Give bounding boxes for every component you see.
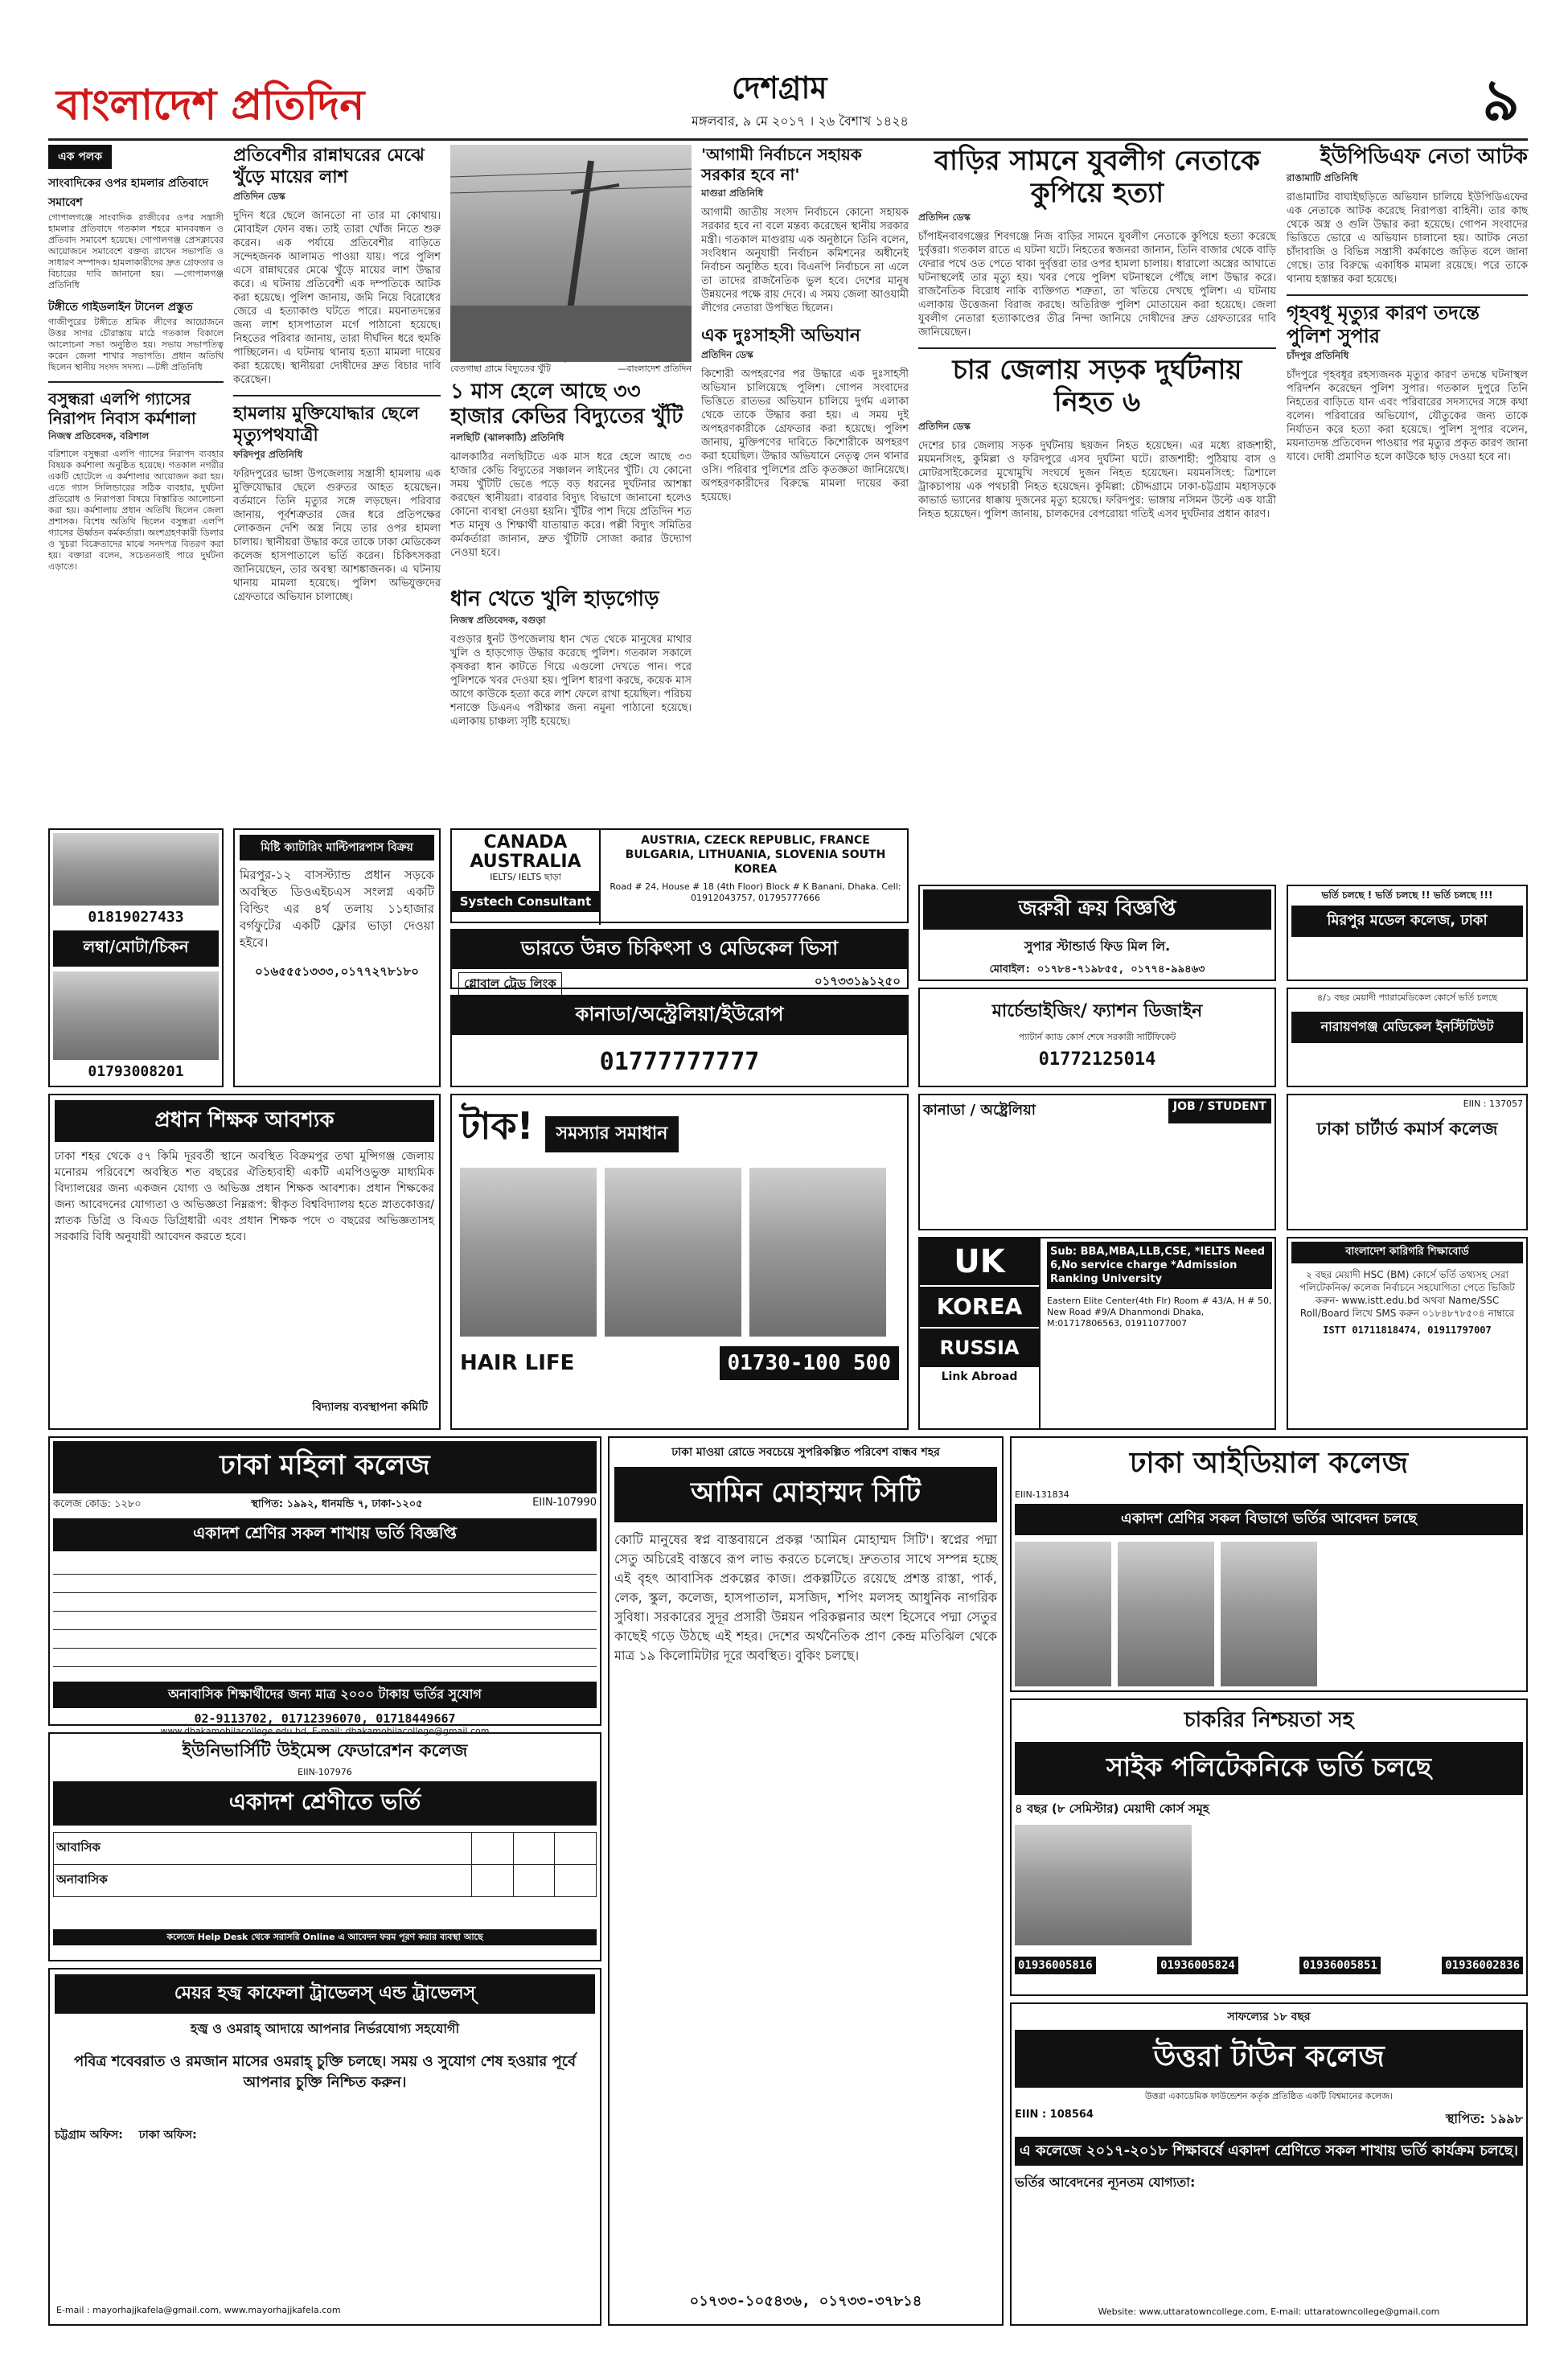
ad-lomba-title: লম্বা/মোটা/চিকন	[53, 930, 219, 967]
ad-ideal-name: ঢাকা আইডিয়াল কলেজ	[1129, 1446, 1409, 1480]
ad-amin-city[interactable]	[608, 1436, 1004, 2326]
ad-mohila-eiin: EIIN-107990	[532, 1497, 597, 1509]
ad-hajj-body: পবিত্র শবেবরাত ও রমজান মাসের ওমরাহ্‌ চুক্তি চলছে। সময় ও সুযোগ শেষ হওয়ার পূর্বে আপনার চুক্তি নিশ্চিত করুন।	[74, 2053, 576, 2091]
ad-hair-photo-3	[749, 1168, 886, 1337]
ad-systech-name: Systech Consultant	[452, 891, 599, 912]
ad-ideal-photo-1	[1015, 1542, 1111, 1686]
ad-chartered-commerce[interactable]	[1287, 1094, 1528, 1230]
ad-unfc[interactable]	[48, 1732, 601, 1961]
ad-lomba[interactable]	[48, 828, 224, 1087]
updf-body: রাঙামাটির বাঘাইছড়িতে অভিযান চালিয়ে ইউপিডিএফের এক নেতাকে আটক করেছে নিরাপত্তা বাহিনী। তার কাছ থেকে অস্ত্র ও গুলি উদ্ধার করা হয়েছে। গোপন সংবাদের ভিত্তিতে ভোরে এ অভিযান চালানো হয়। আটক নেতা চাঁদাবাজি ও বিভিন্ন সন্ত্রাসী কর্মকাণ্ডে জড়িত বলে জানা গেছে। তার বিরুদ্ধে একাধিক মামলা রয়েছে। পরে তাকে থানায় হস্তান্তর করা হয়েছে।	[1287, 191, 1528, 285]
housewife-byline: চাঁদপুর প্রতিনিধি	[1287, 350, 1349, 361]
column-3	[450, 145, 692, 579]
ad-narayanganj-name: নারায়ণগঞ্জ মেডিকেল ইনস্টিটিউট	[1291, 1012, 1523, 1043]
column-4	[701, 145, 909, 822]
ad-global-name: গ্লোবাল ট্রেড লিংক	[458, 972, 562, 997]
ad-dhaka-ideal[interactable]	[1010, 1436, 1528, 1692]
ad-unfc-row-nonresidential: অনাবাসিক	[54, 1865, 472, 1897]
mother-body-text: দুদিন ধরে ছেলে জানতো না তার মা কোথায়। মোবাইল ফোন বন্ধ। তাই তারা খোঁজ নিতে শুরু করেন। এক পর্যায়ে প্রতিবেশীর বাড়িতে সন্দেহজনক আলামত পাওয়া যায়। পরে পুলিশ এসে রান্নাঘরের মেঝে খুঁড়ে মায়ের লাশ উদ্ধার করে। এ ঘটনায় প্রতিবেশী এক দম্পতিকে আটক করা হয়েছে। পুলিশ জানায়, জমি নিয়ে বিরোধের জেরে এ হত্যাকাণ্ড ঘটতে পারে। ময়নাতদন্তের জন্য লাশ হাসপাতাল মর্গে পাঠানো হয়েছে। নিহতের পরিবার জানায়, তারা দীর্ঘদিন ধরে হুমকি পাচ্ছিলেন। এ ঘটনায় থানায় হত্যা মামলা দায়ের করা হয়েছে। স্থানীয়রা দোষীদের দ্রুত বিচার দাবি করেছেন।	[233, 210, 441, 386]
ad-unfc-table	[53, 1832, 597, 1897]
ad-hair-photo-2	[605, 1168, 741, 1337]
ad-chartered-eiin: EIIN : 137057	[1463, 1099, 1523, 1109]
bones-byline: নিজস্ব প্রতিবেদক, বগুড়া	[450, 614, 546, 626]
brief-1-body: গোপালগঞ্জে সাংবাদিক রাজীবের ওপর সন্ত্রাসী হামলার প্রতিবাদে গতকাল শহরে মানববন্ধন ও প্রতিবাদ সমাবেশ হয়েছে। গোপালগঞ্জ প্রেসক্লাবের আয়োজনে সমাবেশে বক্তব্য রাখেন সভাপতি ও সাধারণ সম্পাদক। হামলাকারীদের দ্রুত গ্রেফতার ও বিচারের দাবি জানানো হয়। —গোপালগঞ্জ প্রতিনিধি	[48, 212, 224, 290]
bashundhara-headline: বসুন্ধরা এলপি গ্যাসের নিরাপদ নিবাস কর্মশালা	[48, 389, 196, 428]
ad-mohila-footer: অনাবাসিক শিক্ষার্থীদের জন্য মাত্র ২০০০ টাকায় ভর্তির সুযোগ	[53, 1682, 597, 1708]
photo-credit: —বাংলাদেশ প্রতিদিন	[618, 363, 692, 374]
ad-canada-title: CANADA AUSTRALIA	[470, 832, 581, 872]
ad-mirpur-college[interactable]	[1287, 885, 1528, 981]
electric-pole-icon	[450, 145, 692, 362]
ad-uttara-years: সাফল্যের ১৮ বছর	[1227, 2011, 1311, 2023]
electric-pole-photo	[450, 145, 692, 362]
ad-canada-sub: IELTS/ IELTS ছাড়া	[490, 872, 561, 882]
ad-uk-sub: Sub: BBA,MBA,LLB,CSE, *IELTS Need 6,No service charge *Admission Ranking University	[1047, 1242, 1272, 1289]
election-byline: মাগুরা প্রতিনিধি	[701, 187, 764, 199]
daring-raid-body: কিশোরী অপহরণের পর উদ্ধারে এক দুঃসাহসী অভিযান চালিয়েছে পুলিশ। গোপন সংবাদের ভিত্তিতে রাতভর অভিযান চালিয়ে দুর্গম এলাকা থেকে তাকে উদ্ধার করা হয়। এ সময় দুই অপহরণকারীকে গ্রেফতার করা হয়েছে। পুলিশ জানায়, মুক্তিপণের দাবিতে কিশোরীকে অপহরণ করা হয়েছিল। উদ্ধার অভিযানে নেতৃত্ব দেন থানার ওসি। পরিবার পুলিশের প্রতি কৃতজ্ঞতা জানিয়েছে। অপহরণকারীদের বিরুদ্ধে মামলা দায়ের করা হয়েছে।	[701, 368, 909, 503]
ad-headmaster-footer: বিদ্যালয় ব্যবস্থাপনা কমিটি	[312, 1401, 428, 1414]
ad-saic-photo	[1015, 1825, 1192, 1945]
ad-unfc-admission: একাদশ শ্রেণীতে ভর্তি	[53, 1781, 597, 1826]
ad-lomba-photo	[53, 833, 219, 906]
ad-canada-europe[interactable]	[450, 995, 909, 1087]
section-title: দেশগ্রাম	[732, 69, 827, 105]
ad-fashion-sub: প্যাটার্ন ক্যাড কোর্স শেষে সরকারী সার্টিফিকেট	[1018, 1032, 1176, 1042]
ad-link-abroad: Link Abroad	[941, 1370, 1018, 1383]
ad-jaruri-phone[interactable]: মোবাইল: ০১৭৮৪-৭১৯৮৫৫, ০১৭৭৪-৯৯৪৬৩	[989, 963, 1205, 975]
bashundhara-body: বরিশালে বসুন্ধরা এলপি গ্যাসের নিরাপদ ব্যবহার বিষয়ক কর্মশালা অনুষ্ঠিত হয়েছে। গতকাল নগরীর একটি হোটেলে এ কর্মশালার আয়োজন করা হয়। এতে গ্যাস সিলিন্ডারের সঠিক ব্যবহার, দুর্ঘটনা প্রতিরোধ ও নিরাপত্তা বিষয়ে বিস্তারিত আলোচনা করা হয়। কর্মশালায় প্রধান অতিথি ছিলেন জেলা প্রশাসক। বিশেষ অতিথি ছিলেন বসুন্ধরা এলপি গ্যাসের ঊর্ধ্বতন কর্মকর্তারা। অংশগ্রহণকারী ডিলার ও খুচরা বিক্রেতাদের মাঝে সনদপত্র বিতরণ করা হয়। বক্তারা বলেন, সচেতনতাই পারে দুর্ঘটনা এড়াতে।	[48, 449, 224, 572]
ad-ideal-photo-2	[1118, 1542, 1214, 1686]
ad-hair-life[interactable]	[450, 1094, 909, 1430]
ad-uk-address: Eastern Elite Center(4th Flr) Room # 43/A, H # 50, New Road #9/A Dhanmondi Dhaka, M:01717806563, 01911077007	[1047, 1296, 1272, 1329]
ad-mohila-est: স্থাপিত: ১৯৯২, ধানমন্ডি ৭, ঢাকা-১২০৫	[251, 1498, 423, 1510]
ad-india-medical[interactable]	[450, 929, 909, 989]
ad-jaruri-title: জরুরী ক্রয় বিজ্ঞপ্তি	[923, 889, 1271, 930]
ad-mohila-code: কলেজ কোড: ১২৮০	[53, 1498, 142, 1510]
mother-body-byline: প্রতিদিন ডেস্ক	[233, 191, 285, 202]
ad-headmaster-body: ঢাকা শহর থেকে ৫৭ কিমি দূরবর্তী স্থানে অবস্থিত বিক্রমপুর তথা মুন্সিগঞ্জ জেলায় মনোরম পরিবেশে অবস্থিত শত বছরের ঐতিহ্যবাহী একটি এমপিওভুক্ত মাধ্যমিক বিদ্যালয়ের জন্য একজন যোগ্য ও অভিজ্ঞ প্রধান শিক্ষক আবশ্যক। প্রধান শিক্ষকের জন্য আবেদনের যোগ্যতা ও অভিজ্ঞতা নিম্নরূপ: স্বীকৃত বিশ্ববিদ্যালয় হতে স্নাতকোত্তর/স্নাতক ডিগ্রি ও বিএড ডিগ্রিধারী এবং প্রধান শিক্ষক পদে ৩ বছরের অভিজ্ঞতাসহ সরকারি বিধি অনুযায়ী আবেদন করতে হবে।	[55, 1150, 434, 1243]
ad-narayanganj[interactable]	[1287, 988, 1528, 1087]
ad-mirpur-name: মিরপুর মডেল কলেজ, ঢাকা	[1291, 906, 1523, 937]
ad-uk-korea[interactable]	[918, 1237, 1276, 1430]
issue-date: মঙ্গলবার, ৯ মে ২০১৭ । ২৬ বৈশাখ ১৪২৪	[692, 113, 909, 129]
ad-uttara-web[interactable]: Website: www.uttaratowncollege.com, E-mail: uttaratowncollege@gmail.com	[1098, 2306, 1440, 2317]
road-accident-byline: প্রতিদিন ডেস্ক	[918, 421, 971, 432]
jubo-league-byline: প্রতিদিন ডেস্ক	[918, 212, 971, 223]
ad-korea: KOREA	[920, 1287, 1039, 1327]
ad-unfc-name: ইউনিভার্সিটি উইমেন্স ফেডারেশন কলেজ	[182, 1741, 468, 1761]
ad-canada2-phone[interactable]: 01777777777	[599, 1048, 760, 1076]
updf-headline: ইউপিডিএফ নেতা আটক	[1320, 145, 1528, 169]
ad-mirpur-banner: ভর্তি চলছে ! ভর্তি চলছে !! ভর্তি চলছে !!!	[1321, 889, 1493, 901]
ad-amin-body: কোটি মানুষের স্বপ্ন বাস্তবায়নে প্রকল্প 'আমিন মোহাম্মদ সিটি'। স্বপ্নের পদ্মা সেতু অচিরেই বাস্তবে রূপ লাভ করতে চলেছে। দ্রুততার সাথে সম্পন্ন হচ্ছে এই বৃহৎ আবাসিক প্রকল্পের কাজ। প্রকল্পটিতে রয়েছে প্রশস্ত রাস্তা, পার্ক, লেক, স্কুল, কলেজ, হাসপাতাল, মসজিদ, শপিং মলসহ আধুনিক নাগরিক সুবিধা। সরকারের সুদূর প্রসারী উন্নয়ন পরিকল্পনার অংশ হিসেবে পদ্মা সেতুর কাছেই গড়ে উঠছে এই শহর। দেশের অর্থনৈতিক প্রাণ কেন্দ্র মতিঝিল থেকে মাত্র ১৯ কিলোমিটার দূরে অবস্থিত। বুকিং চলছে।	[614, 1532, 997, 1663]
ad-hair-photo-1	[460, 1168, 597, 1337]
ad-uk: UK	[920, 1238, 1039, 1285]
freedom-fighter-byline: ফরিদপুর প্রতিনিধি	[233, 449, 303, 460]
ad-unfc-help: কলেজে Help Desk থেকে সরাসরি Online এ আবেদন ফরম পূরণ করার ব্যবস্থা আছে	[53, 1929, 597, 1945]
photo-caption: বেতগাছা গ্রামে বিদ্যুতের খুঁটি	[450, 363, 551, 374]
ad-shop-body: মিরপুর-১২ বাসস্ট্যান্ড প্রধান সড়কে অবস্থিত ডিওএইচএস সংলগ্ন একটি বিল্ডিং এর ৪র্থ তলায় ১১হাজার বর্গফুটের একটি ফ্লোর ভাড়া দেওয়া হইবে।	[240, 868, 434, 950]
ad-saic-phone-3[interactable]: 01936005851	[1299, 1957, 1381, 1974]
ad-saic-course: ৪ বছর (৮ সেমিস্টার) মেয়াদী কোর্স সমূহ	[1015, 1801, 1209, 1816]
brief-2-title: টঙ্গীতে গাইডলাইন টানেল প্রস্তুত	[48, 301, 193, 314]
ad-unfc-row-residential: আবাসিক	[54, 1833, 472, 1865]
column-5	[918, 145, 1276, 822]
ad-headmaster-title: প্রধান শিক্ষক আবশ্যক	[55, 1100, 434, 1142]
ad-tak-title: টাক!	[460, 1104, 534, 1148]
ad-ideal-photo-3	[1221, 1542, 1317, 1686]
ad-uttara-req: ভর্তির আবেদনের ন্যূনতম যোগ্যতা:	[1015, 2175, 1196, 2190]
ad-lomba-photo-2	[53, 971, 219, 1060]
ad-istt[interactable]	[1287, 1237, 1528, 1430]
ad-shop-title: মিষ্টি ক্যাটারিং মাল্টিপারপাস বিক্রয়	[240, 835, 434, 860]
ad-istt-phone[interactable]: ISTT 01711818474, 01911797007	[1323, 1325, 1492, 1336]
ad-amin-intro: ঢাকা মাওয়া রোডে সবচেয়ে সুপরিকল্পিত পরিবেশ বান্ধব শহর	[671, 1446, 940, 1459]
ad-uttara-eiin: EIIN : 108564	[1015, 2109, 1094, 2121]
ad-job-label: JOB / STUDENT	[1168, 1099, 1271, 1123]
ad-canada-countries: AUSTRIA, CZECK REPUBLIC, FRANCE BULGARIA, LITHUANIA, SLOVENIA SOUTH KOREA	[625, 834, 886, 876]
ad-hajj-web[interactable]: E-mail : mayorhajjkafela@gmail.com, www.mayorhajjkafela.com	[56, 2305, 341, 2315]
ad-uttara-body: এ কলেজে ২০১৭-২০১৮ শিক্ষাবর্ষে একাদশ শ্রেণিতে সকল শাখায় ভর্তি কার্যক্রম চলছে।	[1015, 2137, 1523, 2166]
ad-canada-systech[interactable]	[450, 828, 909, 923]
ad-lomba-phone[interactable]: 01819027433	[88, 909, 184, 926]
bones-body: বগুড়ার ধুনট উপজেলায় ধান খেত থেকে মানুষের মাথার খুলি ও হাড়গোড় উদ্ধার করেছে পুলিশ। গতকাল সকালে কৃষকরা ধান কাটতে গিয়ে এগুলো দেখতে পান। পরে পুলিশকে খবর দেওয়া হয়। পুলিশ ধারণা করছে, কয়েক মাস আগে কাউকে হত্যা করে লাশ ফেলে রাখা হয়েছিল। পরিচয় শনাক্তে ডিএনএ পরীক্ষার জন্য নমুনা পাঠানো হয়েছে। এলাকায় চাঞ্চল্য সৃষ্টি হয়েছে।	[450, 634, 692, 728]
ad-headmaster[interactable]	[48, 1094, 441, 1430]
road-accident-headline: চার জেলায় সড়ক দুর্ঘটনায় নিহত ৬	[952, 354, 1242, 418]
ad-dhaka-mohila[interactable]	[48, 1436, 601, 1736]
ad-saic-name: সাইক পলিটেকনিকে ভর্তি চলছে	[1015, 1742, 1523, 1795]
ad-saic[interactable]	[1010, 1698, 1528, 1996]
housewife-body: চাঁদপুরে গৃহবধূর রহস্যজনক মৃত্যুর কারণ তদন্তে ঘটনাস্থল পরিদর্শন করেছেন পুলিশ সুপার। গতকাল দুপুরে তিনি নিহতের বাড়িতে যান এবং পরিবারের সদস্যদের সঙ্গে কথা বলেন। পরিবারের অভিযোগ, যৌতুকের জন্য তাকে নির্যাতন করে হত্যা করা হয়েছে। পুলিশ সুপার বলেন, ময়নাতদন্ত প্রতিবেদন পাওয়ার পর মৃত্যুর প্রকৃত কারণ জানা যাবে। দোষী প্রমাণিত হলে কাউকে ছাড় দেওয়া হবে না।	[1287, 369, 1528, 463]
ad-jaruri[interactable]	[918, 885, 1276, 981]
brief-1-title: সাংবাদিকের ওপর হামলার প্রতিবাদে সমাবেশ	[48, 177, 208, 209]
ad-istt-body: ২ বছর মেয়াদী HSC (BM) কোর্সে ভর্তি তথ্যসহ সেরা পলিটেকনিক/ কলেজ নির্বাচনে সহযোগিতা পেতে ভিজিট করুন- www.istt.edu.bd অথবা Name/SSC Roll/Board লিখে SMS করুন ০১৮৪৮৭৮৫০৪ নাম্বারে	[1299, 1269, 1515, 1319]
ad-saic-top: চাকরির নিশ্চয়তা সহ	[1184, 1708, 1354, 1732]
bones-story	[450, 587, 692, 822]
newspaper-logo: বাংলাদেশ প্রতিদিন	[56, 80, 365, 129]
ad-chartered-name: ঢাকা চার্টার্ড কমার্স কলেজ	[1316, 1119, 1498, 1140]
freedom-fighter-body: ফরিদপুরের ভাঙ্গা উপজেলায় সন্ত্রাসী হামলায় এক মুক্তিযোদ্ধার ছেলে গুরুতর আহত হয়েছেন। বর্তমানে তিনি মৃত্যুর সঙ্গে লড়ছেন। পরিবার জানায়, পূর্বশত্রুতার জের ধরে প্রতিপক্ষের লোকজন দেশি অস্ত্র নিয়ে তার ওপর হামলা চালায়। স্থানীয়রা উদ্ধার করে তাকে ঢাকা মেডিকেল কলেজ হাসপাতালে ভর্তি করেন। চিকিৎসকরা জানিয়েছেন, তার অবস্থা আশঙ্কাজনক। এ ঘটনায় থানায় মামলা হয়েছে। পুলিশ অভিযুক্তদের গ্রেফতারে অভিযান চালাচ্ছে।	[233, 468, 441, 603]
ad-canada-job[interactable]	[918, 1094, 1276, 1230]
ad-ideal-admission: একাদশ শ্রেণির সকল বিভাগে ভর্তির আবেদন চলছে	[1015, 1504, 1523, 1535]
ad-hairlife-name: HAIR LIFE	[460, 1351, 575, 1375]
jubo-league-headline: বাড়ির সামনে যুবলীগ নেতাকে কুপিয়ে হত্যা	[934, 145, 1260, 209]
election-quote-headline: 'আগামী নির্বাচনে সহায়ক সরকার হবে না'	[701, 145, 862, 184]
mother-body-headline: প্রতিবেশীর রান্নাঘরের মেঝে খুঁড়ে মায়ের লাশ	[233, 145, 425, 187]
ad-hajj-sub: হজ্ব ও ওমরাহ্‌ আদায়ে আপনার নির্ভরযোগ্য সহযোগী	[190, 2021, 460, 2036]
ad-canada3-title: কানাডা / অষ্ট্রেলিয়া	[923, 1102, 1036, 1119]
ad-russia: RUSSIA	[920, 1329, 1039, 1367]
jubo-league-body: চাঁপাইনবাবগঞ্জের শিবগঞ্জে নিজ বাড়ির সামনে যুবলীগ নেতাকে কুপিয়ে হত্যা করেছে দুর্বৃত্তরা। গতকাল রাতে এ ঘটনা ঘটে। নিহতের স্বজনরা জানান, তিনি বাজার থেকে বাড়ি ফেরার পথে ওত পেতে থাকা দুর্বৃত্তরা তার ওপর হামলা চালায়। ধারালো অস্ত্রের আঘাতে ঘটনাস্থলেই তার মৃত্যু হয়। খবর পেয়ে পুলিশ ঘটনাস্থলে পৌঁছে লাশ উদ্ধার করে। রাজনৈতিক বিরোধ নাকি ব্যক্তিগত শত্রুতা, তা খতিয়ে দেখছে পুলিশ। এ ঘটনায় এলাকায় উত্তেজনা বিরাজ করছে। অতিরিক্ত পুলিশ মোতায়েন করা হয়েছে। জেলা যুবলীগ নেতারা হত্যাকাণ্ডের তীব্র নিন্দা জানিয়ে দোষীদের দ্রুত গ্রেফতারের দাবি জানিয়েছেন।	[918, 231, 1276, 339]
ad-fashion[interactable]	[918, 988, 1276, 1087]
ad-tak-sub: সমস্যার সমাধান	[545, 1116, 679, 1152]
ad-narayanganj-sub: ৪/১ বছর মেয়াদী প্যারামেডিকেল কোর্সে ভর্তি চলছে	[1317, 992, 1497, 1003]
ad-aift-phone[interactable]: 01772125014	[1038, 1049, 1156, 1070]
ad-mohila-admission: একাদশ শ্রেণির সকল শাখায় ভর্তি বিজ্ঞপ্তি	[53, 1518, 597, 1551]
electric-pole-headline: ১ মাস হেলে আছে ৩৩ হাজার কেভির বিদ্যুতের খুঁটি	[450, 380, 683, 429]
ad-hajj-ctg-office: চট্টগ্রাম অফিস:	[55, 2129, 123, 2142]
ad-uttara-name: উত্তরা টাউন কলেজ	[1015, 2030, 1523, 2088]
bones-headline: ধান খেতে খুলি হাড়গোড়	[450, 587, 659, 611]
column-1	[48, 145, 224, 822]
ad-mohila-web[interactable]: www.dhakamohilacollege.edu.bd, E-mail: dhakamohilacollege@gmail.com	[160, 1726, 490, 1736]
daring-raid-byline: প্রতিদিন ডেস্ক	[701, 349, 753, 360]
ad-saic-phone-4[interactable]: 01936002836	[1442, 1957, 1523, 1974]
ad-saic-phone-1[interactable]: 01936005816	[1015, 1957, 1096, 1974]
ad-unfc-eiin: EIIN-107976	[298, 1767, 352, 1777]
ad-mohila-name: ঢাকা মহিলা কলেজ	[53, 1441, 597, 1493]
ad-mohila-info-table	[53, 1556, 597, 1677]
page-number: ৯	[1482, 65, 1520, 133]
column-6	[1287, 145, 1528, 822]
electric-pole-byline: নলছিটি (ঝালকাঠি) প্রতিনিধি	[450, 432, 564, 443]
freedom-fighter-headline: হামলায় মুক্তিযোদ্ধার ছেলে মৃত্যুপথযাত্রী	[233, 403, 420, 446]
ad-fashion-title: মার্চেন্ডাইজিং/ ফ্যাশন ডিজাইন	[991, 1001, 1203, 1021]
ad-mayor-hajj[interactable]	[48, 1968, 601, 2326]
ad-canada2-title: কানাডা/অস্ট্রেলিয়া/ইউরোপ	[452, 996, 907, 1035]
ad-systech-address: Road # 24, House # 18 (4th Floor) Block # K Banani, Dhaka. Cell: 01912043757, 01795777666	[610, 881, 901, 903]
road-accident-body: দেশের চার জেলায় সড়ক দুর্ঘটনায় ছয়জন নিহত হয়েছেন। এর মধ্যে রাজশাহী, ময়মনসিংহ, কুমিল্লা ও ফরিদপুরে এসব দুর্ঘটনা ঘটে। রাজশাহী: পুঠিয়ায় বাস ও মোটরসাইকেলের মুখোমুখি সংঘর্ষে দুজন নিহত হয়েছেন। ময়মনসিংহ: ত্রিশালে ট্রাকচাপায় এক পথচারী নিহত হয়েছেন। কুমিল্লা: চৌদ্দগ্রামে ঢাকা-চট্টগ্রাম মহাসড়কে কাভার্ড ভ্যানের ধাক্কায় দুজনের মৃত্যু হয়েছে। ফরিদপুর: ভাঙ্গায় নসিমন উল্টে এক যাত্রী নিহত হয়েছেন। পুলিশ জানায়, চালকদের বেপরোয়া গতিই এসব দুর্ঘটনার প্রধান কারণ।	[918, 440, 1276, 520]
electric-pole-body: ঝালকাঠির নলছিটিতে এক মাস ধরে হেলে আছে ৩৩ হাজার কেভি বিদ্যুতের সঞ্চালন লাইনের খুঁটি। যে কোনো সময় খুঁটিটি ভেঙে পড়ে বড় ধরনের দুর্ঘটনার আশঙ্কা করছেন স্থানীয়রা। বারবার বিদ্যুৎ বিভাগে জানানো হলেও কোনো ব্যবস্থা নেওয়া হয়নি। খুঁটির পাশ দিয়ে প্রতিদিন শত শত মানুষ ও শিক্ষার্থী যাতায়াত করে। পল্লী বিদ্যুৎ সমিতির কর্মকর্তারা জানান, দ্রুত খুঁটিটি সোজা করার উদ্যোগ নেওয়া হবে।	[450, 451, 692, 559]
ad-shop-rent[interactable]	[233, 828, 441, 1087]
ad-ideal-eiin: EIIN-131834	[1015, 1489, 1069, 1500]
updf-byline: রাঙামাটি প্রতিনিধি	[1287, 172, 1358, 183]
ad-jaruri-body: সুপার স্টান্ডার্ড ফিড মিল লি.	[1024, 939, 1171, 954]
daring-raid-headline: এক দুঃসাহসী অভিযান	[701, 325, 860, 346]
brief-2-body: গাজীপুরের টঙ্গীতে শ্রমিক লীগের আয়োজনে উত্তর সাগর চৌরাস্তায় মাঠে গতকাল বিকালে আলোচনা সভা অনুষ্ঠিত হয়। সভায় সভাপতিত্ব করেন জেলা শাখার সভাপতি। প্রধান অতিথি ছিলেন স্থানীয় সংসদ সদস্য। —টঙ্গী প্রতিনিধি	[48, 317, 224, 372]
ad-uttara-town[interactable]	[1010, 2002, 1528, 2326]
election-body: আগামী জাতীয় সংসদ নির্বাচনে কোনো সহায়ক সরকার হবে না বলে মন্তব্য করেছেন স্থানীয় সরকার মন্ত্রী। গতকাল মাগুরায় এক অনুষ্ঠানে তিনি বলেন, সংবিধান অনুযায়ী নির্বাচন কমিশনের অধীনেই নির্বাচন অনুষ্ঠিত হবে। বিএনপি নির্বাচনে না এলে তা তাদের রাজনৈতিক ভুল হবে। দেশের মানুষ উন্নয়নের পক্ষে রায় দেবে। এ সময় জেলা আওয়ামী লীগের নেতারা উপস্থিত ছিলেন।	[701, 207, 909, 314]
ad-shop-phone[interactable]: ০১৬৫৫৫১৩৩৩,০১৭৭২৭৮১৮০	[255, 964, 419, 979]
housewife-headline: গৃহবধূ মৃত্যুর কারণ তদন্তে পুলিশ সুপার	[1287, 301, 1480, 347]
ad-hairlife-phone[interactable]: 01730-100 500	[720, 1346, 900, 1380]
ad-mohila-phone[interactable]: 02-9113702, 01712396070, 01718449667	[194, 1711, 456, 1726]
ad-saic-phone-2[interactable]: 01936005824	[1157, 1957, 1238, 1974]
bashundhara-byline: নিজস্ব প্রতিবেদক, বরিশাল	[48, 430, 150, 442]
ad-india-title: ভারতে উন্নত চিকিৎসা ও মেডিকেল ভিসা	[452, 930, 907, 969]
masthead	[24, 48, 1544, 138]
column-2	[233, 145, 441, 822]
ad-hajj-name: মেয়র হজ্ব কাফেলা ট্রাভেলস্ এন্ড ট্রাভেলস্	[55, 1974, 595, 2014]
ad-amin-phone[interactable]: ০১৭৩৩-১০৫৪৩৬, ০১৭৩৩-৩৭৮১৪	[689, 2293, 922, 2310]
ad-karigori: বাংলাদেশ কারিগরি শিক্ষাবোর্ড	[1291, 1242, 1523, 1263]
ad-lomba-phone-2[interactable]: 01793008201	[88, 1063, 184, 1080]
ad-uttara-sub: উত্তরা একাডেমিক ফাউন্ডেশন কর্তৃক প্রতিষ্ঠিত একটি বিশ্বমানের কলেজ।	[1145, 2091, 1393, 2101]
masthead-rule	[48, 138, 1528, 141]
ad-global-phone[interactable]: ০১৭৩৩১৯১২৫০	[814, 974, 901, 988]
ad-uttara-est: স্থাপিত: ১৯৯৮	[1445, 2111, 1523, 2126]
ad-amin-name: আমিন মোহাম্মদ সিটি	[614, 1467, 997, 1522]
ad-hajj-dhaka-office: ঢাকা অফিস:	[138, 2129, 197, 2142]
ek-polok-label: এক পলক	[48, 145, 112, 169]
